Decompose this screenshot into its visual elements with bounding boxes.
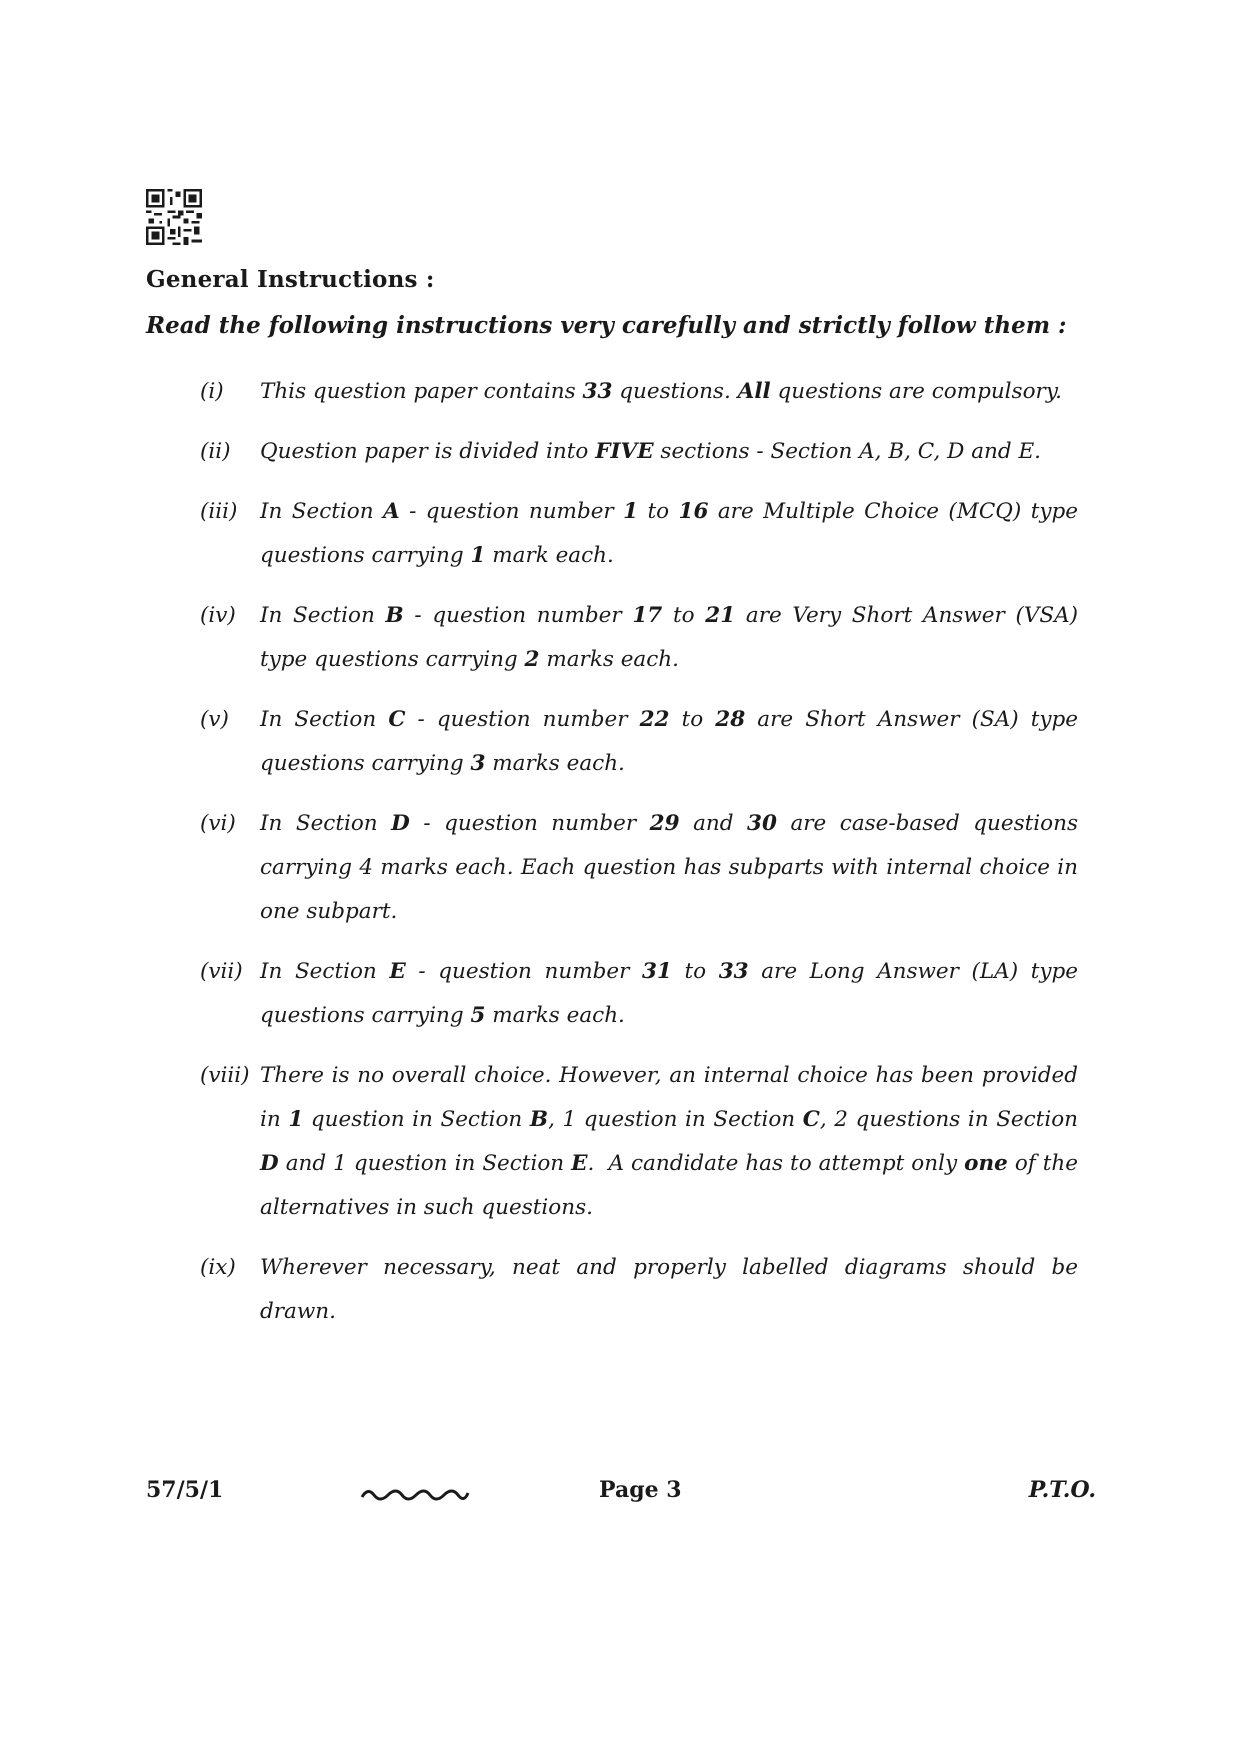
- pto-label: P.T.O.: [1028, 1477, 1096, 1503]
- instruction-number: (iv): [200, 603, 236, 628]
- instruction-text: In Section C - question number 22 to 28 are Short Answer (SA) type questions carrying 3 marks each.: [260, 707, 1079, 776]
- instruction-item: [200, 1054, 1078, 1230]
- instruction-item: [200, 1246, 1078, 1334]
- instruction-item: [200, 950, 1078, 1038]
- instruction-text: This question paper contains 33 questions. All questions are compulsory.: [260, 379, 1062, 404]
- instruction-number: (iii): [200, 499, 238, 524]
- paper-code: 57/5/1: [146, 1477, 224, 1503]
- instruction-text: Question paper is divided into FIVE sections - Section A, B, C, D and E.: [260, 439, 1041, 464]
- instruction-number: (ix): [200, 1255, 236, 1280]
- instruction-item: [200, 430, 1078, 474]
- instruction-item: [200, 370, 1078, 414]
- instruction-item: [200, 490, 1078, 578]
- instruction-text: In Section D - question number 29 and 30 are case-based questions carrying 4 marks each. Each question has subparts with internal choice in one subpart.: [260, 811, 1078, 924]
- instruction-item: [200, 802, 1078, 934]
- page-footer: [146, 1477, 1096, 1517]
- instruction-item: [200, 698, 1078, 786]
- instruction-number: (viii): [200, 1063, 250, 1088]
- instruction-number: (v): [200, 707, 229, 732]
- instruction-number: (vi): [200, 811, 236, 836]
- instructions-list: [200, 370, 1078, 1350]
- instruction-text: In Section B - question number 17 to 21 are Very Short Answer (VSA) type questions carrying 2 marks each.: [260, 603, 1079, 672]
- page-title: General Instructions :: [146, 266, 435, 293]
- instruction-text: In Section A - question number 1 to 16 are Multiple Choice (MCQ) type questions carrying 1 mark each.: [260, 499, 1078, 568]
- instruction-number: (vii): [200, 959, 243, 984]
- instruction-text: Wherever necessary, neat and properly labelled diagrams should be drawn.: [260, 1255, 1078, 1324]
- page-number: Page 3: [599, 1477, 682, 1503]
- qr-code-icon: [146, 189, 202, 245]
- instruction-text: There is no overall choice. However, an internal choice has been provided in 1 question in Section B, 1 question in Section C, 2 questions in Section D and 1 question in Section E. A candidate has to attempt only one of the alternatives in such questions.: [260, 1063, 1079, 1220]
- page-subtitle: Read the following instructions very carefully and strictly follow them :: [146, 312, 1067, 339]
- instruction-number: (ii): [200, 439, 231, 464]
- instruction-item: [200, 594, 1078, 682]
- wave-decoration-icon: [360, 1479, 470, 1509]
- instruction-text: In Section E - question number 31 to 33 are Long Answer (LA) type questions carrying 5 marks each.: [260, 959, 1078, 1028]
- instruction-number: (i): [200, 379, 224, 404]
